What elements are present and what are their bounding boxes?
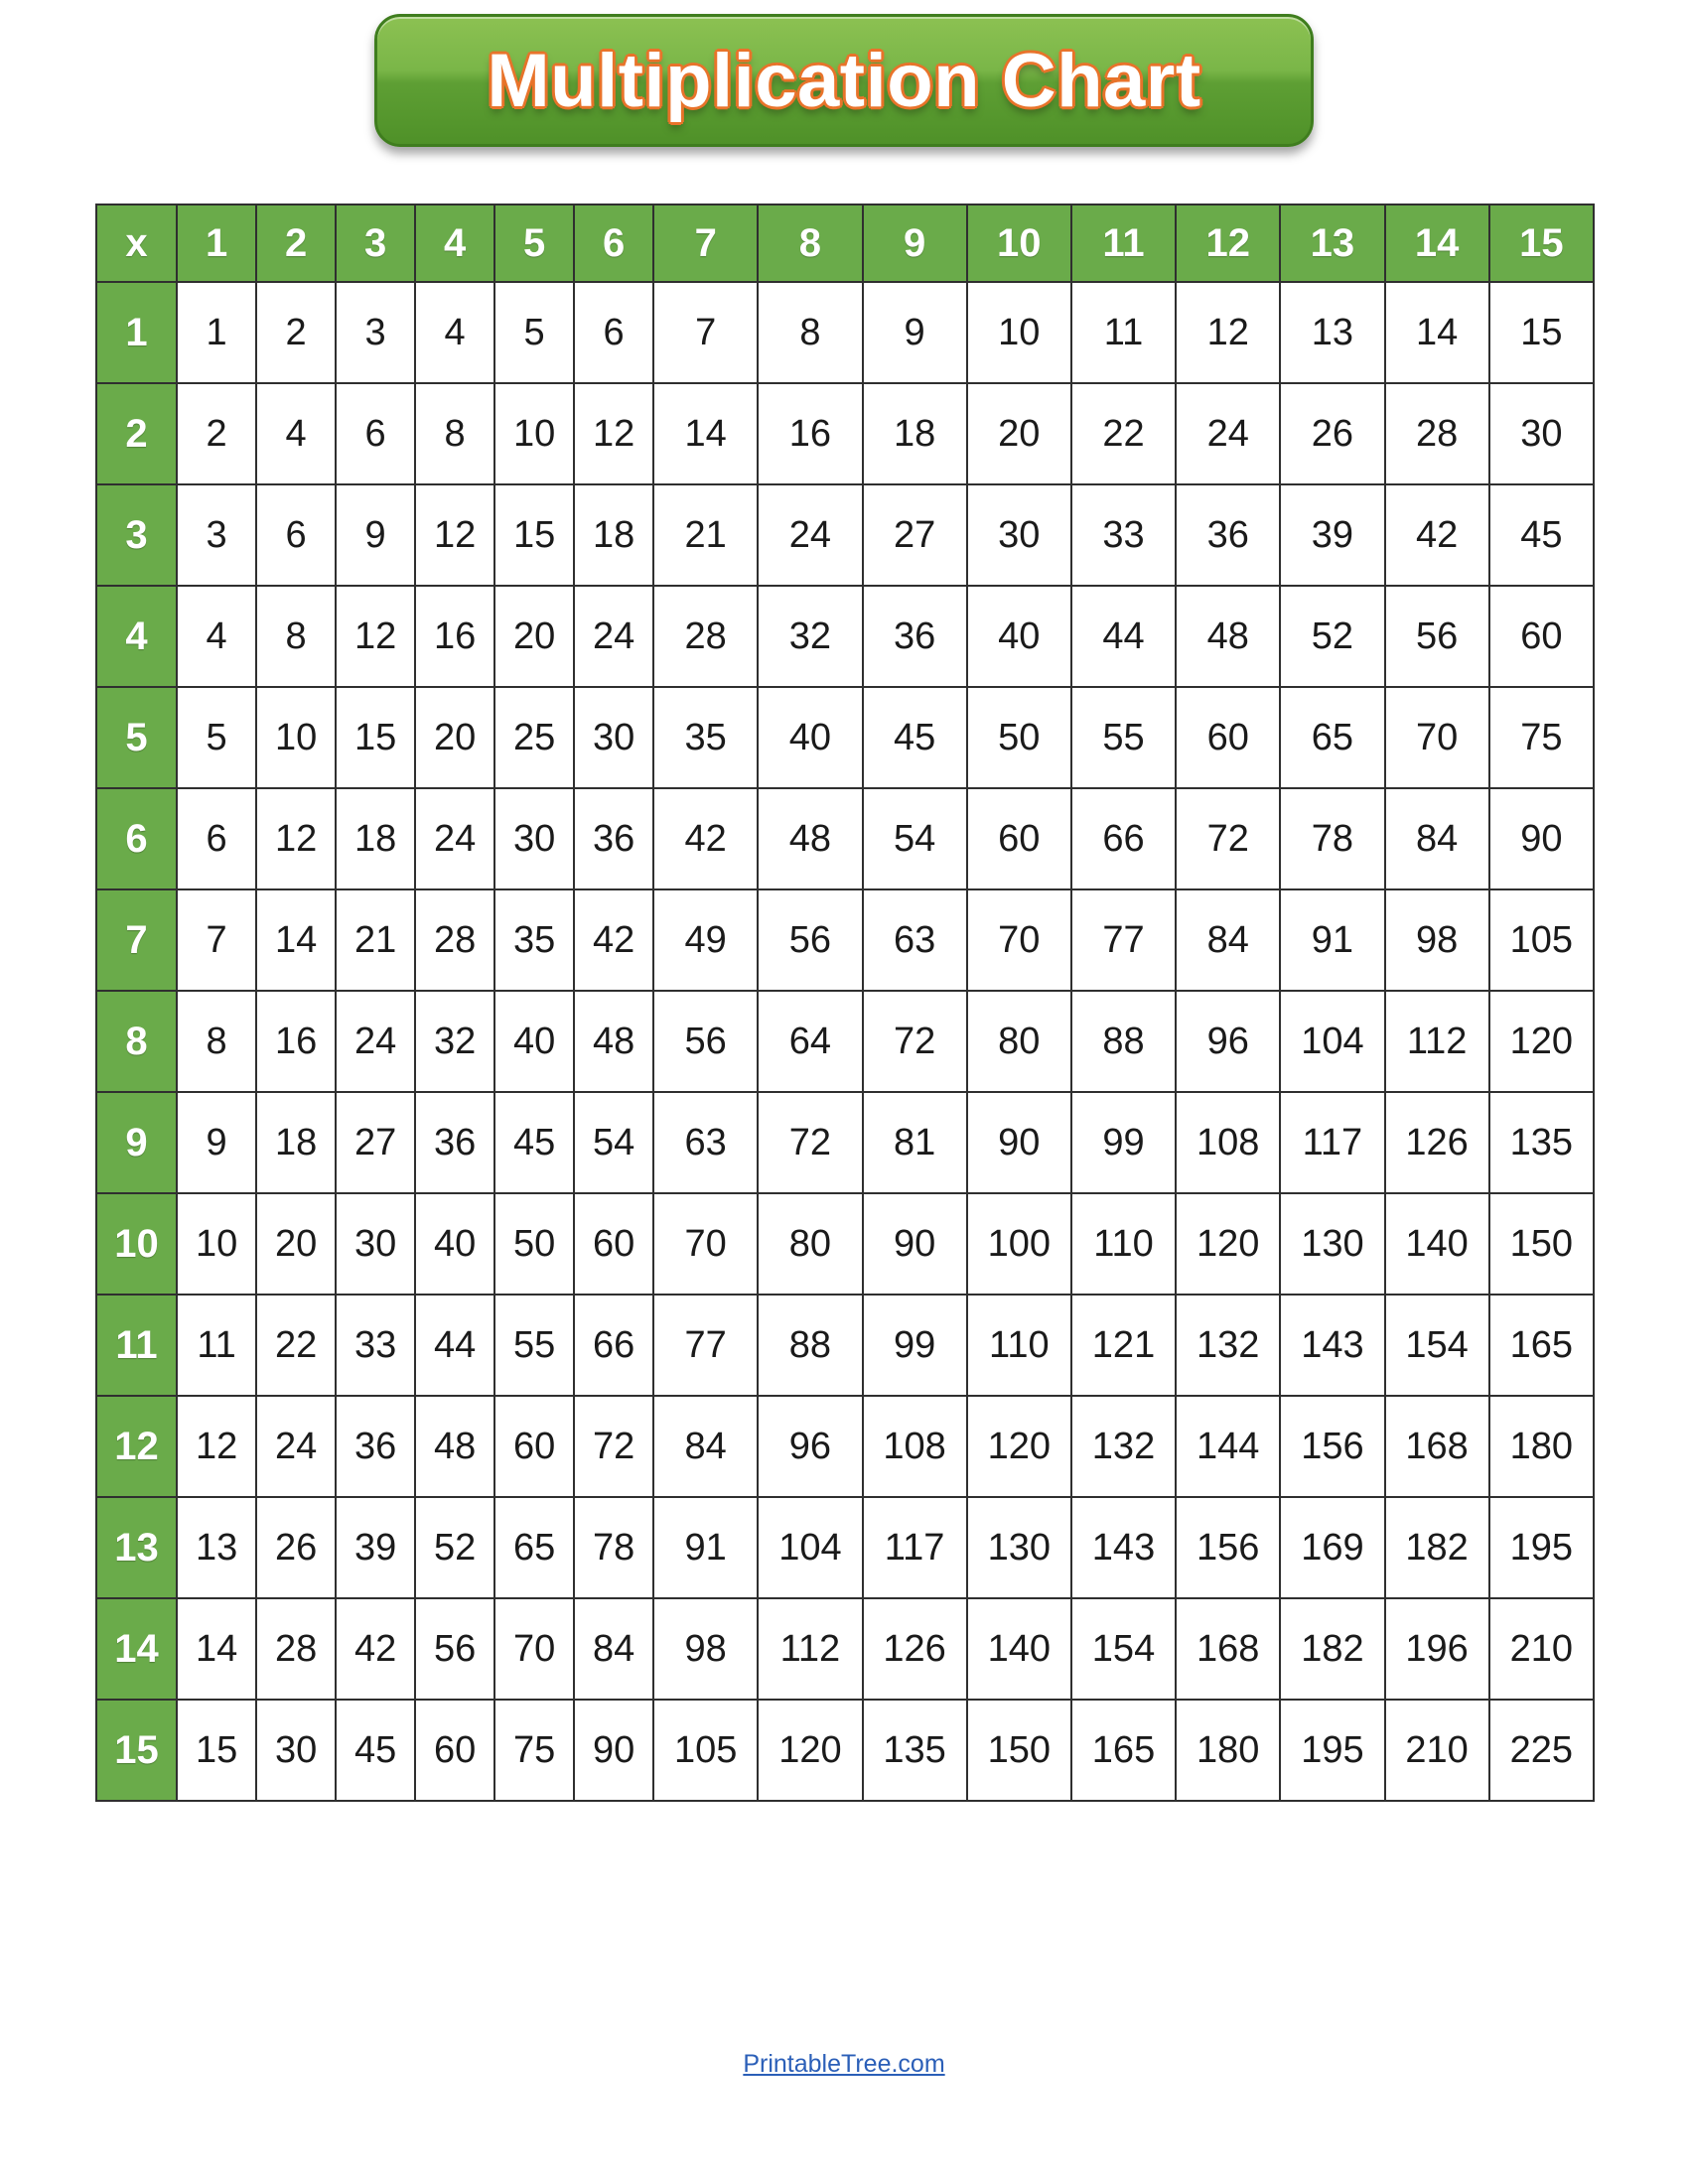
- cell-1-11: 11: [1071, 282, 1176, 383]
- column-header-7: 7: [653, 205, 758, 282]
- cell-6-15: 90: [1489, 788, 1594, 889]
- cell-6-8: 48: [758, 788, 862, 889]
- cell-9-3: 27: [336, 1092, 415, 1193]
- cell-14-9: 126: [863, 1598, 967, 1700]
- cell-7-13: 91: [1280, 889, 1384, 991]
- cell-10-3: 30: [336, 1193, 415, 1295]
- cell-3-11: 33: [1071, 484, 1176, 586]
- cell-11-8: 88: [758, 1295, 862, 1396]
- table-body: [96, 282, 1594, 1801]
- footer: [0, 2050, 1688, 2079]
- table-row: [96, 1396, 1594, 1497]
- cell-11-9: 99: [863, 1295, 967, 1396]
- cell-15-7: 105: [653, 1700, 758, 1801]
- cell-7-11: 77: [1071, 889, 1176, 991]
- cell-4-15: 60: [1489, 586, 1594, 687]
- cell-13-7: 91: [653, 1497, 758, 1598]
- page-title: Multiplication Chart: [487, 38, 1201, 123]
- row-header-13: 13: [96, 1497, 177, 1598]
- cell-2-4: 8: [415, 383, 494, 484]
- cell-9-12: 108: [1176, 1092, 1280, 1193]
- cell-2-5: 10: [494, 383, 574, 484]
- cell-6-9: 54: [863, 788, 967, 889]
- cell-15-8: 120: [758, 1700, 862, 1801]
- cell-9-14: 126: [1385, 1092, 1489, 1193]
- cell-11-12: 132: [1176, 1295, 1280, 1396]
- cell-13-10: 130: [967, 1497, 1071, 1598]
- cell-14-7: 98: [653, 1598, 758, 1700]
- column-header-8: 8: [758, 205, 862, 282]
- cell-2-2: 4: [256, 383, 336, 484]
- cell-15-15: 225: [1489, 1700, 1594, 1801]
- cell-4-12: 48: [1176, 586, 1280, 687]
- row-header-8: 8: [96, 991, 177, 1092]
- cell-1-14: 14: [1385, 282, 1489, 383]
- cell-13-15: 195: [1489, 1497, 1594, 1598]
- cell-4-4: 16: [415, 586, 494, 687]
- cell-4-13: 52: [1280, 586, 1384, 687]
- row-header-11: 11: [96, 1295, 177, 1396]
- cell-13-3: 39: [336, 1497, 415, 1598]
- cell-3-5: 15: [494, 484, 574, 586]
- cell-1-12: 12: [1176, 282, 1280, 383]
- cell-4-5: 20: [494, 586, 574, 687]
- cell-10-1: 10: [177, 1193, 256, 1295]
- column-header-15: 15: [1489, 205, 1594, 282]
- title-banner-container: [0, 14, 1688, 147]
- cell-13-11: 143: [1071, 1497, 1176, 1598]
- row-header-7: 7: [96, 889, 177, 991]
- cell-8-5: 40: [494, 991, 574, 1092]
- row-header-4: 4: [96, 586, 177, 687]
- row-header-14: 14: [96, 1598, 177, 1700]
- cell-5-8: 40: [758, 687, 862, 788]
- cell-13-1: 13: [177, 1497, 256, 1598]
- table-row: [96, 383, 1594, 484]
- cell-3-3: 9: [336, 484, 415, 586]
- cell-10-2: 20: [256, 1193, 336, 1295]
- cell-9-9: 81: [863, 1092, 967, 1193]
- cell-14-12: 168: [1176, 1598, 1280, 1700]
- row-header-1: 1: [96, 282, 177, 383]
- cell-2-10: 20: [967, 383, 1071, 484]
- cell-3-15: 45: [1489, 484, 1594, 586]
- cell-2-6: 12: [574, 383, 653, 484]
- cell-8-10: 80: [967, 991, 1071, 1092]
- cell-5-10: 50: [967, 687, 1071, 788]
- row-header-3: 3: [96, 484, 177, 586]
- cell-11-10: 110: [967, 1295, 1071, 1396]
- cell-2-8: 16: [758, 383, 862, 484]
- cell-4-11: 44: [1071, 586, 1176, 687]
- table-row: [96, 282, 1594, 383]
- cell-1-3: 3: [336, 282, 415, 383]
- cell-7-7: 49: [653, 889, 758, 991]
- cell-15-10: 150: [967, 1700, 1071, 1801]
- cell-10-5: 50: [494, 1193, 574, 1295]
- cell-15-13: 195: [1280, 1700, 1384, 1801]
- cell-7-2: 14: [256, 889, 336, 991]
- cell-8-9: 72: [863, 991, 967, 1092]
- cell-12-13: 156: [1280, 1396, 1384, 1497]
- row-header-2: 2: [96, 383, 177, 484]
- cell-12-2: 24: [256, 1396, 336, 1497]
- cell-15-12: 180: [1176, 1700, 1280, 1801]
- cell-14-15: 210: [1489, 1598, 1594, 1700]
- cell-2-1: 2: [177, 383, 256, 484]
- cell-9-11: 99: [1071, 1092, 1176, 1193]
- cell-4-10: 40: [967, 586, 1071, 687]
- cell-9-7: 63: [653, 1092, 758, 1193]
- cell-12-15: 180: [1489, 1396, 1594, 1497]
- cell-7-12: 84: [1176, 889, 1280, 991]
- cell-14-2: 28: [256, 1598, 336, 1700]
- cell-12-7: 84: [653, 1396, 758, 1497]
- table-row: [96, 1193, 1594, 1295]
- cell-5-4: 20: [415, 687, 494, 788]
- cell-1-5: 5: [494, 282, 574, 383]
- column-header-12: 12: [1176, 205, 1280, 282]
- row-header-6: 6: [96, 788, 177, 889]
- cell-10-9: 90: [863, 1193, 967, 1295]
- cell-8-15: 120: [1489, 991, 1594, 1092]
- cell-10-8: 80: [758, 1193, 862, 1295]
- cell-5-13: 65: [1280, 687, 1384, 788]
- cell-2-3: 6: [336, 383, 415, 484]
- cell-12-11: 132: [1071, 1396, 1176, 1497]
- cell-1-13: 13: [1280, 282, 1384, 383]
- cell-10-6: 60: [574, 1193, 653, 1295]
- cell-4-1: 4: [177, 586, 256, 687]
- cell-15-5: 75: [494, 1700, 574, 1801]
- cell-6-1: 6: [177, 788, 256, 889]
- cell-11-15: 165: [1489, 1295, 1594, 1396]
- row-header-10: 10: [96, 1193, 177, 1295]
- cell-14-5: 70: [494, 1598, 574, 1700]
- cell-8-7: 56: [653, 991, 758, 1092]
- cell-6-11: 66: [1071, 788, 1176, 889]
- cell-12-5: 60: [494, 1396, 574, 1497]
- footer-website-link[interactable]: PrintableTree.com: [743, 2050, 945, 2078]
- row-header-12: 12: [96, 1396, 177, 1497]
- cell-15-1: 15: [177, 1700, 256, 1801]
- cell-4-6: 24: [574, 586, 653, 687]
- cell-2-13: 26: [1280, 383, 1384, 484]
- cell-10-11: 110: [1071, 1193, 1176, 1295]
- table-row: [96, 687, 1594, 788]
- cell-4-8: 32: [758, 586, 862, 687]
- column-header-14: 14: [1385, 205, 1489, 282]
- cell-7-5: 35: [494, 889, 574, 991]
- column-header-10: 10: [967, 205, 1071, 282]
- cell-12-6: 72: [574, 1396, 653, 1497]
- cell-3-6: 18: [574, 484, 653, 586]
- cell-2-12: 24: [1176, 383, 1280, 484]
- column-header-11: 11: [1071, 205, 1176, 282]
- cell-1-7: 7: [653, 282, 758, 383]
- cell-14-10: 140: [967, 1598, 1071, 1700]
- cell-14-1: 14: [177, 1598, 256, 1700]
- cell-15-3: 45: [336, 1700, 415, 1801]
- cell-12-9: 108: [863, 1396, 967, 1497]
- cell-14-6: 84: [574, 1598, 653, 1700]
- cell-4-3: 12: [336, 586, 415, 687]
- row-header-15: 15: [96, 1700, 177, 1801]
- row-header-9: 9: [96, 1092, 177, 1193]
- cell-2-9: 18: [863, 383, 967, 484]
- cell-5-5: 25: [494, 687, 574, 788]
- cell-13-14: 182: [1385, 1497, 1489, 1598]
- cell-2-14: 28: [1385, 383, 1489, 484]
- cell-3-7: 21: [653, 484, 758, 586]
- cell-13-12: 156: [1176, 1497, 1280, 1598]
- cell-8-8: 64: [758, 991, 862, 1092]
- cell-9-6: 54: [574, 1092, 653, 1193]
- cell-10-7: 70: [653, 1193, 758, 1295]
- cell-13-6: 78: [574, 1497, 653, 1598]
- cell-11-13: 143: [1280, 1295, 1384, 1396]
- cell-1-8: 8: [758, 282, 862, 383]
- cell-3-4: 12: [415, 484, 494, 586]
- cell-10-13: 130: [1280, 1193, 1384, 1295]
- cell-1-10: 10: [967, 282, 1071, 383]
- cell-11-14: 154: [1385, 1295, 1489, 1396]
- cell-4-9: 36: [863, 586, 967, 687]
- multiplication-table: [95, 204, 1595, 1802]
- column-header-5: 5: [494, 205, 574, 282]
- cell-9-4: 36: [415, 1092, 494, 1193]
- cell-8-14: 112: [1385, 991, 1489, 1092]
- table-row: [96, 1598, 1594, 1700]
- cell-5-14: 70: [1385, 687, 1489, 788]
- cell-4-2: 8: [256, 586, 336, 687]
- cell-13-2: 26: [256, 1497, 336, 1598]
- cell-11-2: 22: [256, 1295, 336, 1396]
- cell-9-10: 90: [967, 1092, 1071, 1193]
- cell-6-12: 72: [1176, 788, 1280, 889]
- cell-9-13: 117: [1280, 1092, 1384, 1193]
- cell-2-11: 22: [1071, 383, 1176, 484]
- cell-12-4: 48: [415, 1396, 494, 1497]
- cell-2-7: 14: [653, 383, 758, 484]
- table-row: [96, 586, 1594, 687]
- cell-10-12: 120: [1176, 1193, 1280, 1295]
- column-header-6: 6: [574, 205, 653, 282]
- cell-12-3: 36: [336, 1396, 415, 1497]
- cell-6-7: 42: [653, 788, 758, 889]
- cell-3-2: 6: [256, 484, 336, 586]
- cell-3-14: 42: [1385, 484, 1489, 586]
- cell-1-2: 2: [256, 282, 336, 383]
- cell-5-9: 45: [863, 687, 967, 788]
- cell-8-2: 16: [256, 991, 336, 1092]
- cell-15-2: 30: [256, 1700, 336, 1801]
- cell-15-4: 60: [415, 1700, 494, 1801]
- cell-10-4: 40: [415, 1193, 494, 1295]
- title-banner: [374, 14, 1314, 147]
- cell-1-1: 1: [177, 282, 256, 383]
- cell-10-15: 150: [1489, 1193, 1594, 1295]
- table-header-row: [96, 205, 1594, 282]
- cell-8-4: 32: [415, 991, 494, 1092]
- cell-3-12: 36: [1176, 484, 1280, 586]
- cell-4-14: 56: [1385, 586, 1489, 687]
- cell-7-3: 21: [336, 889, 415, 991]
- table-corner-cell: x: [96, 205, 177, 282]
- cell-5-15: 75: [1489, 687, 1594, 788]
- cell-5-6: 30: [574, 687, 653, 788]
- cell-8-12: 96: [1176, 991, 1280, 1092]
- cell-15-6: 90: [574, 1700, 653, 1801]
- cell-14-4: 56: [415, 1598, 494, 1700]
- cell-11-6: 66: [574, 1295, 653, 1396]
- cell-3-8: 24: [758, 484, 862, 586]
- cell-7-6: 42: [574, 889, 653, 991]
- table-row: [96, 1295, 1594, 1396]
- cell-8-1: 8: [177, 991, 256, 1092]
- cell-11-4: 44: [415, 1295, 494, 1396]
- cell-12-12: 144: [1176, 1396, 1280, 1497]
- cell-4-7: 28: [653, 586, 758, 687]
- cell-14-14: 196: [1385, 1598, 1489, 1700]
- cell-6-3: 18: [336, 788, 415, 889]
- cell-14-3: 42: [336, 1598, 415, 1700]
- cell-14-11: 154: [1071, 1598, 1176, 1700]
- cell-9-8: 72: [758, 1092, 862, 1193]
- column-header-1: 1: [177, 205, 256, 282]
- cell-14-8: 112: [758, 1598, 862, 1700]
- table-row: [96, 788, 1594, 889]
- cell-6-4: 24: [415, 788, 494, 889]
- cell-6-13: 78: [1280, 788, 1384, 889]
- cell-6-10: 60: [967, 788, 1071, 889]
- cell-8-3: 24: [336, 991, 415, 1092]
- cell-15-11: 165: [1071, 1700, 1176, 1801]
- cell-9-2: 18: [256, 1092, 336, 1193]
- cell-8-13: 104: [1280, 991, 1384, 1092]
- cell-5-11: 55: [1071, 687, 1176, 788]
- cell-9-15: 135: [1489, 1092, 1594, 1193]
- cell-3-1: 3: [177, 484, 256, 586]
- cell-7-14: 98: [1385, 889, 1489, 991]
- cell-2-15: 30: [1489, 383, 1594, 484]
- cell-5-12: 60: [1176, 687, 1280, 788]
- cell-3-13: 39: [1280, 484, 1384, 586]
- cell-6-2: 12: [256, 788, 336, 889]
- cell-1-9: 9: [863, 282, 967, 383]
- cell-5-2: 10: [256, 687, 336, 788]
- cell-8-6: 48: [574, 991, 653, 1092]
- cell-10-14: 140: [1385, 1193, 1489, 1295]
- cell-13-8: 104: [758, 1497, 862, 1598]
- table-row: [96, 991, 1594, 1092]
- cell-7-15: 105: [1489, 889, 1594, 991]
- cell-10-10: 100: [967, 1193, 1071, 1295]
- cell-13-4: 52: [415, 1497, 494, 1598]
- cell-1-15: 15: [1489, 282, 1594, 383]
- cell-11-3: 33: [336, 1295, 415, 1396]
- table-row: [96, 484, 1594, 586]
- column-header-13: 13: [1280, 205, 1384, 282]
- table-header: [96, 205, 1594, 282]
- cell-11-11: 121: [1071, 1295, 1176, 1396]
- cell-3-10: 30: [967, 484, 1071, 586]
- row-header-5: 5: [96, 687, 177, 788]
- cell-14-13: 182: [1280, 1598, 1384, 1700]
- cell-11-7: 77: [653, 1295, 758, 1396]
- cell-13-13: 169: [1280, 1497, 1384, 1598]
- cell-5-3: 15: [336, 687, 415, 788]
- cell-9-5: 45: [494, 1092, 574, 1193]
- cell-5-7: 35: [653, 687, 758, 788]
- cell-8-11: 88: [1071, 991, 1176, 1092]
- cell-11-1: 11: [177, 1295, 256, 1396]
- cell-3-9: 27: [863, 484, 967, 586]
- column-header-9: 9: [863, 205, 967, 282]
- cell-7-8: 56: [758, 889, 862, 991]
- table-row: [96, 1497, 1594, 1598]
- table-row: [96, 1092, 1594, 1193]
- cell-12-1: 12: [177, 1396, 256, 1497]
- cell-1-4: 4: [415, 282, 494, 383]
- cell-7-9: 63: [863, 889, 967, 991]
- column-header-2: 2: [256, 205, 336, 282]
- cell-13-9: 117: [863, 1497, 967, 1598]
- table-row: [96, 1700, 1594, 1801]
- table-row: [96, 889, 1594, 991]
- cell-6-14: 84: [1385, 788, 1489, 889]
- cell-11-5: 55: [494, 1295, 574, 1396]
- cell-6-6: 36: [574, 788, 653, 889]
- multiplication-table-container: [95, 204, 1595, 1802]
- cell-1-6: 6: [574, 282, 653, 383]
- cell-5-1: 5: [177, 687, 256, 788]
- cell-12-8: 96: [758, 1396, 862, 1497]
- cell-13-5: 65: [494, 1497, 574, 1598]
- column-header-4: 4: [415, 205, 494, 282]
- cell-7-1: 7: [177, 889, 256, 991]
- cell-12-14: 168: [1385, 1396, 1489, 1497]
- cell-15-9: 135: [863, 1700, 967, 1801]
- column-header-3: 3: [336, 205, 415, 282]
- cell-12-10: 120: [967, 1396, 1071, 1497]
- cell-6-5: 30: [494, 788, 574, 889]
- cell-7-10: 70: [967, 889, 1071, 991]
- cell-15-14: 210: [1385, 1700, 1489, 1801]
- cell-7-4: 28: [415, 889, 494, 991]
- cell-9-1: 9: [177, 1092, 256, 1193]
